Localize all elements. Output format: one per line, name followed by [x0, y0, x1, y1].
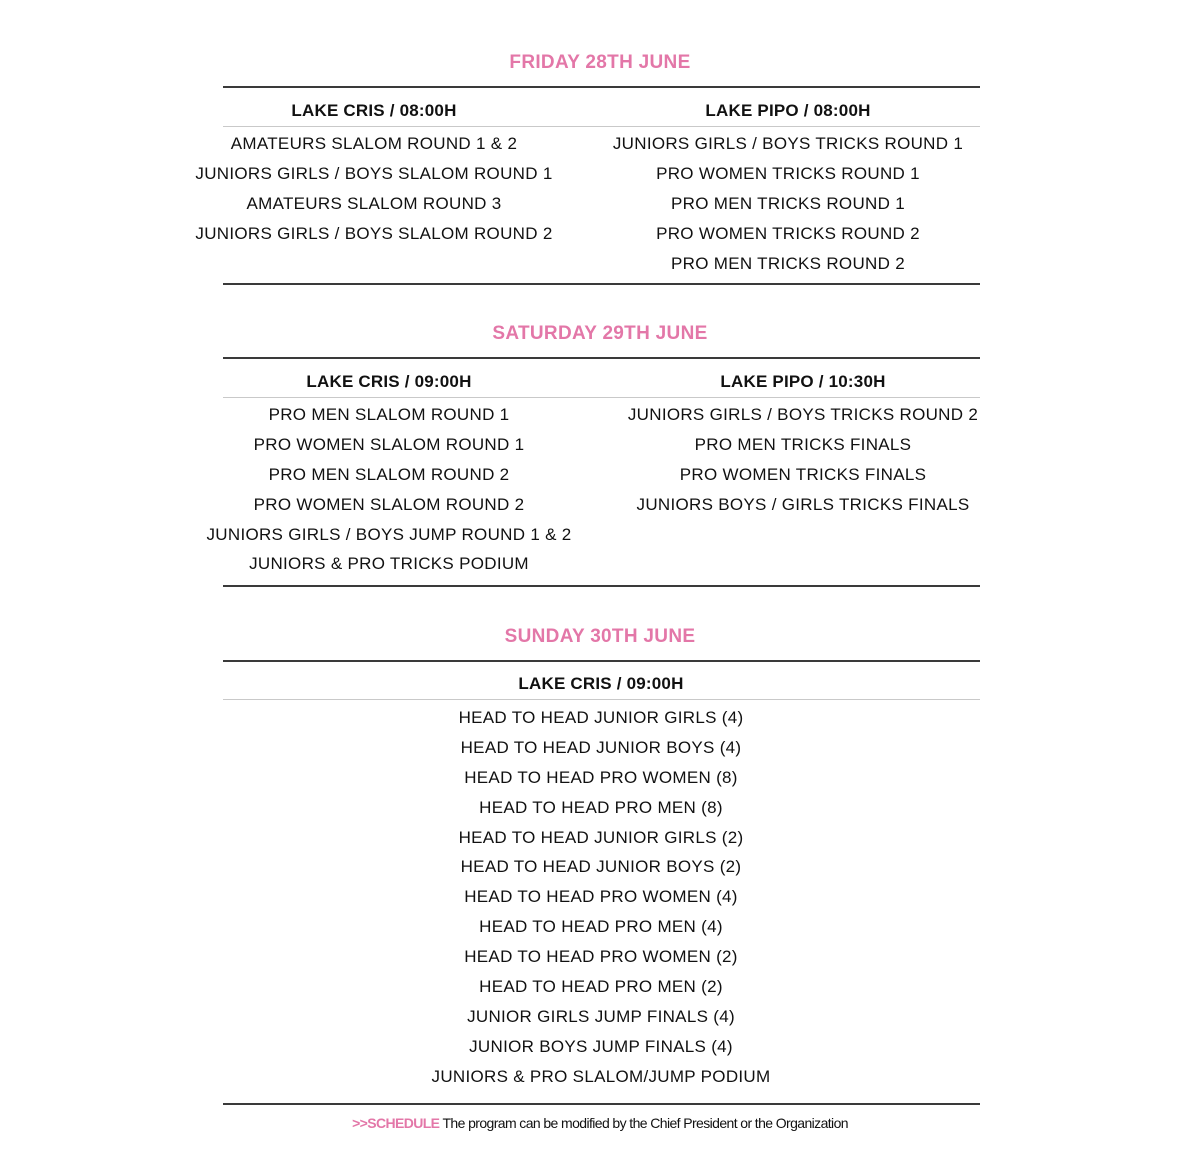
list-item: AMATEURS SLALOM ROUND 3: [246, 193, 502, 213]
list-item: PRO MEN TRICKS ROUND 2: [671, 253, 905, 273]
divider: [223, 660, 980, 662]
list-item: JUNIORS BOYS / GIRLS TRICKS FINALS: [636, 494, 970, 514]
footer-text: The program can be modified by the Chief President or the Organization: [442, 1115, 848, 1131]
list-item: HEAD TO HEAD PRO MEN (4): [479, 917, 723, 937]
list-item: HEAD TO HEAD PRO WOMEN (8): [464, 767, 738, 787]
heading-underline: [223, 126, 980, 127]
list-item: PRO WOMEN TRICKS ROUND 2: [656, 223, 920, 243]
column-heading-lake-pipo: LAKE PIPO / 10:30H: [720, 372, 886, 391]
list-item: JUNIORS GIRLS / BOYS SLALOM ROUND 1: [195, 163, 553, 183]
event-list-lake-pipo: [588, 129, 988, 278]
event-list-lake-cris: [174, 129, 574, 249]
list-item: PRO MEN SLALOM ROUND 1: [268, 405, 510, 424]
column-heading-lake-cris: LAKE CRIS / 09:00H: [306, 372, 472, 391]
column-heading-lake-pipo: LAKE PIPO / 08:00H: [705, 101, 871, 120]
list-item: HEAD TO HEAD JUNIOR GIRLS (4): [458, 708, 744, 727]
list-item: AMATEURS SLALOM ROUND 1 & 2: [230, 134, 518, 153]
list-item: JUNIOR GIRLS JUMP FINALS (4): [467, 1006, 735, 1026]
list-item: JUNIORS & PRO TRICKS PODIUM: [249, 554, 529, 574]
event-list-lake-pipo: [603, 400, 1003, 520]
divider: [223, 86, 980, 88]
list-item: HEAD TO HEAD JUNIOR GIRLS (2): [458, 827, 744, 847]
divider: [223, 585, 980, 587]
schedule-label: >>SCHEDULE: [352, 1115, 440, 1131]
column-heading-lake-cris: LAKE CRIS / 09:00H: [518, 674, 684, 693]
list-item: HEAD TO HEAD PRO MEN (2): [479, 977, 723, 997]
day-title-sunday: SUNDAY 30TH JUNE: [504, 626, 696, 647]
list-item: HEAD TO HEAD JUNIOR BOYS (4): [460, 737, 742, 757]
list-item: JUNIOR BOYS JUMP FINALS (4): [469, 1036, 733, 1056]
list-item: JUNIORS GIRLS / BOYS JUMP ROUND 1 & 2: [206, 524, 572, 544]
list-item: PRO MEN TRICKS FINALS: [694, 434, 912, 454]
column-heading-lake-cris: LAKE CRIS / 08:00H: [291, 101, 457, 120]
list-item: JUNIORS GIRLS / BOYS SLALOM ROUND 2: [195, 223, 553, 243]
list-item: JUNIORS & PRO SLALOM/JUMP PODIUM: [431, 1066, 771, 1086]
heading-underline: [223, 699, 980, 700]
footer-note: [0, 1115, 1200, 1131]
list-item: PRO WOMEN SLALOM ROUND 2: [253, 494, 525, 514]
event-list-lake-cris: [189, 400, 589, 579]
day-title-saturday: SATURDAY 29TH JUNE: [492, 323, 708, 344]
list-item: JUNIORS GIRLS / BOYS TRICKS ROUND 1: [612, 134, 964, 153]
heading-underline: [223, 397, 980, 398]
list-item: HEAD TO HEAD JUNIOR BOYS (2): [460, 857, 742, 877]
list-item: HEAD TO HEAD PRO MEN (8): [479, 797, 723, 817]
list-item: PRO WOMEN SLALOM ROUND 1: [253, 434, 525, 454]
list-item: JUNIORS GIRLS / BOYS TRICKS ROUND 2: [627, 405, 979, 424]
divider: [223, 283, 980, 285]
list-item: PRO MEN TRICKS ROUND 1: [671, 193, 905, 213]
divider: [223, 357, 980, 359]
divider: [223, 1103, 980, 1105]
event-list-lake-cris: [401, 703, 801, 1092]
list-item: HEAD TO HEAD PRO WOMEN (4): [464, 887, 738, 907]
list-item: PRO WOMEN TRICKS FINALS: [679, 464, 927, 484]
list-item: PRO WOMEN TRICKS ROUND 1: [656, 163, 920, 183]
day-title-friday: FRIDAY 28TH JUNE: [509, 52, 691, 73]
list-item: PRO MEN SLALOM ROUND 2: [268, 464, 510, 484]
list-item: HEAD TO HEAD PRO WOMEN (2): [464, 947, 738, 967]
